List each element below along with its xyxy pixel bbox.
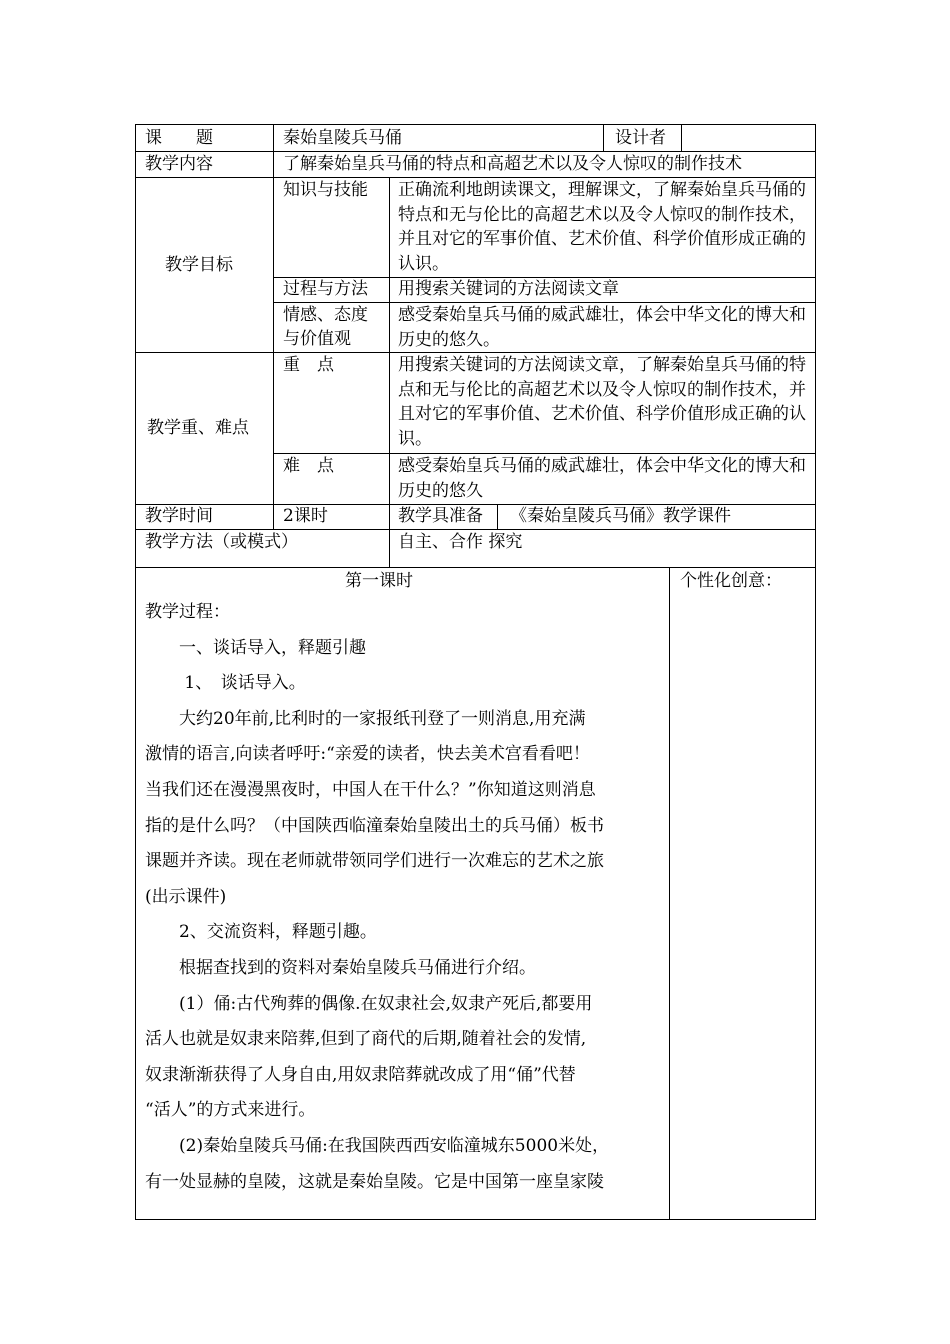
- objectives-label: 教学目标: [165, 255, 233, 275]
- col-divider: [669, 567, 670, 1220]
- lesson-line: 当我们还在漫漫黑夜时，中国人在干什么？”你知道这则消息: [145, 780, 596, 800]
- lesson-line: (出示课件): [145, 886, 227, 907]
- tools-value: 《秦始皇陵兵马俑》教学课件: [510, 506, 731, 526]
- col-divider: [681, 124, 682, 151]
- col-divider: [603, 124, 604, 151]
- key-point-text: 用搜索关键词的方法阅读文章，了解秦始皇兵马俑的特点和无与伦比的高超艺术以及令人惊叹的制作技术，并且对它的军事价值、艺术价值、科学价值形成正确的认识。: [398, 355, 806, 449]
- method-value: 自主、合作 探究: [398, 532, 523, 552]
- time-label: 教学时间: [145, 506, 213, 526]
- key-point-label: 重 点: [283, 355, 334, 375]
- lesson-line: 大约20年前,比利时的一家报纸刊登了一则消息,用充满: [145, 708, 586, 729]
- content-value: 了解秦始皇兵马俑的特点和高超艺术以及令人惊叹的制作技术: [283, 154, 742, 174]
- col-divider: [389, 177, 390, 567]
- keypoints-label: 教学重、难点: [147, 418, 249, 438]
- lesson-line: 1、 谈话导入。: [145, 673, 306, 694]
- lesson-line: (1）俑:古代殉葬的偶像.在奴隶社会,奴隶产死后,都要用: [145, 993, 593, 1014]
- tools-label: 教学具准备: [398, 506, 483, 526]
- lesson-title: 第一课时: [345, 571, 413, 591]
- time-value: 2课时: [283, 506, 328, 526]
- difficult-point-label: 难 点: [283, 456, 334, 476]
- lesson-line: 根据查找到的资料对秦始皇陵兵马俑进行介绍。: [145, 958, 536, 978]
- lesson-line: 活人也就是奴隶来陪葬,但到了商代的后期,随着社会的发情,: [145, 1029, 587, 1050]
- topic-label: 课 题: [145, 128, 213, 148]
- process-text: 用搜索关键词的方法阅读文章: [398, 279, 619, 299]
- lesson-line: 指的是什么吗？（中国陕西临潼秦始皇陵出土的兵马俑）板书: [145, 815, 604, 836]
- table-border-bottom: [135, 1219, 816, 1220]
- lesson-line: 课题并齐读。现在老师就带领同学们进行一次难忘的艺术之旅: [145, 851, 604, 872]
- designer-label: 设计者: [615, 128, 666, 148]
- knowledge-label: 知识与技能: [283, 180, 368, 200]
- emotion-label-line1: 情感、态度: [283, 305, 368, 325]
- lesson-line: 教学过程：: [145, 602, 230, 622]
- process-label: 过程与方法: [283, 279, 368, 299]
- content-label: 教学内容: [145, 154, 213, 174]
- table-border-top: [135, 124, 816, 125]
- sidebar-label: 个性化创意：: [680, 571, 782, 591]
- col-divider: [497, 504, 498, 529]
- lesson-line: 一、谈话导入，释题引趣: [145, 637, 366, 658]
- lesson-line: 有一处显赫的皇陵，这就是秦始皇陵。它是中国第一座皇家陵: [145, 1171, 604, 1192]
- lesson-line: 奴隶渐渐获得了人身自由,用奴隶陪葬就改成了用“俑”代替: [145, 1064, 576, 1085]
- table-border-right: [815, 124, 816, 1220]
- col-divider: [273, 124, 274, 530]
- knowledge-text: 正确流利地朗读课文，理解课文，了解秦始皇兵马俑的特点和无与伦比的高超艺术以及令人惊叹的制作技术，并且对它的军事价值、艺术价值、科学价值形成正确的认识。: [398, 180, 806, 274]
- row-divider: [135, 567, 816, 568]
- difficult-point-text: 感受秦始皇兵马俑的威武雄壮，体会中华文化的博大和历史的悠久: [398, 456, 806, 501]
- lesson-line: 2、交流资料，释题引趣。: [145, 922, 377, 943]
- lesson-line: (2)秦始皇陵兵马俑:在我国陕西西安临潼城东5000米处，: [145, 1136, 610, 1156]
- lesson-line: “活人”的方式来进行。: [145, 1100, 316, 1121]
- table-border-left: [135, 124, 136, 1220]
- emotion-text: 感受秦始皇兵马俑的威武雄壮，体会中华文化的博大和历史的悠久。: [398, 305, 806, 350]
- emotion-label-line2: 与价值观: [283, 329, 351, 349]
- method-label: 教学方法（或模式）: [145, 532, 298, 552]
- lesson-line: 激情的语言,向读者呼吁:“亲爱的读者，快去美术宫看看吧！: [145, 744, 590, 765]
- topic-value: 秦始皇陵兵马俑: [283, 128, 402, 148]
